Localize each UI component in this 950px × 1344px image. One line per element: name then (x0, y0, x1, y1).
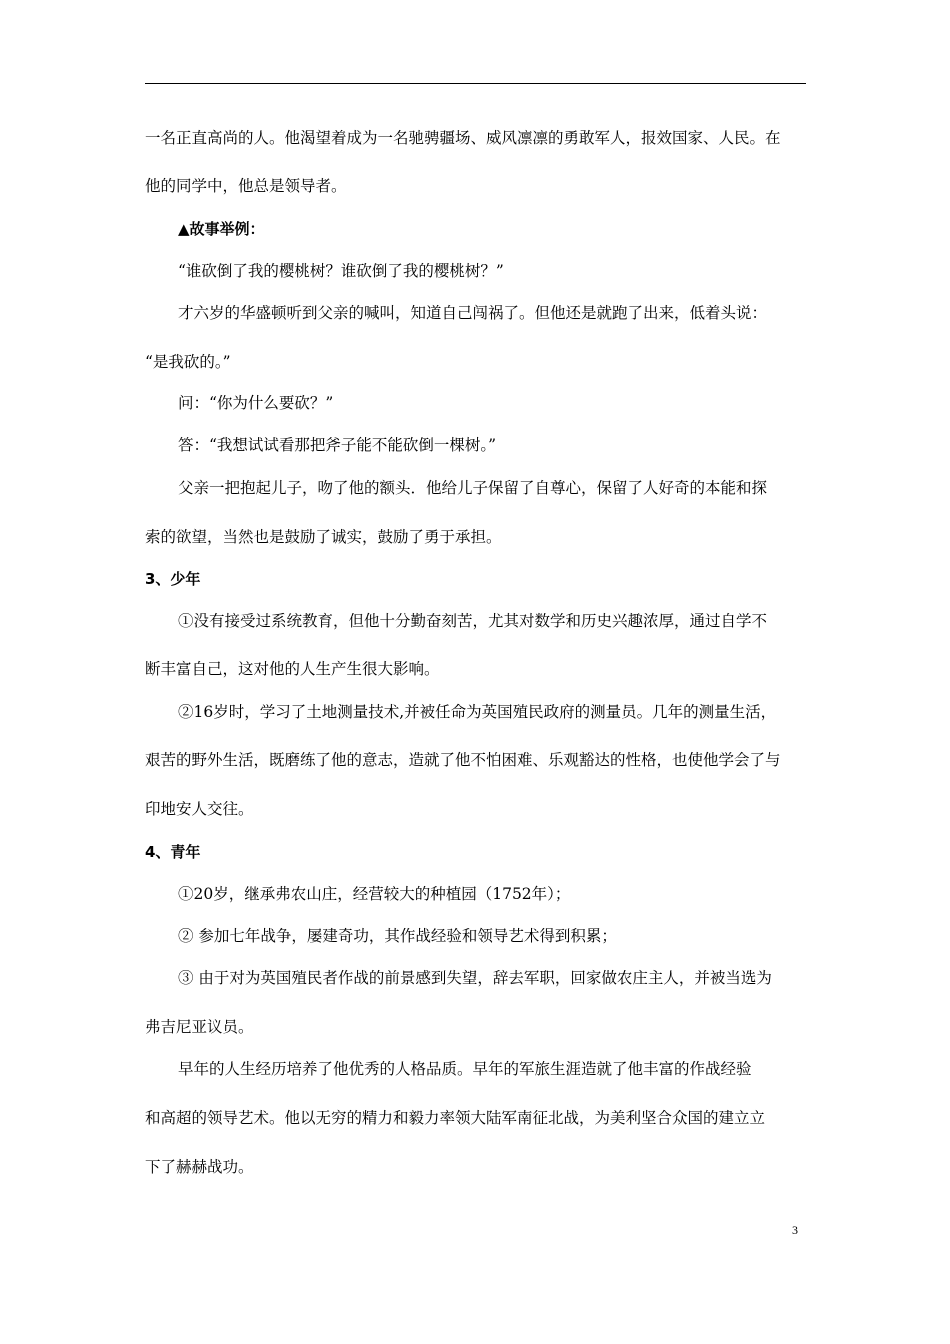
paragraph-line: 印地安人交往。 (145, 800, 254, 818)
paragraph-line: ②16岁时，学习了土地测量技术,并被任命为英国殖民政府的测量员。几年的测量生活， (178, 703, 777, 721)
story-heading: ▲故事举例： (178, 220, 265, 238)
header-rule (145, 83, 806, 84)
paragraph-line: ①20岁，继承弗农山庄，经营较大的种植园（1752年）； (178, 885, 571, 903)
section-heading: 4、青年 (145, 843, 201, 861)
paragraph-line: 断丰富自己，这对他的人生产生很大影响。 (145, 660, 440, 678)
paragraph-line: ①没有接受过系统教育，但他十分勤奋刻苦，尤其对数学和历史兴趣浓厚，通过自学不 (178, 612, 768, 630)
paragraph-line: 下了赫赫战功。 (145, 1158, 254, 1176)
paragraph-line: 艰苦的野外生活，既磨练了他的意志，造就了他不怕困难、乐观豁达的性格，也使他学会了与 (145, 751, 781, 769)
paragraph-line: 父亲一把抱起儿子，吻了他的额头．他给儿子保留了自尊心，保留了人好奇的本能和探 (178, 479, 768, 497)
paragraph-line: 才六岁的华盛顿听到父亲的喊叫，知道自己闯祸了。但他还是就跑了出来，低着头说： (178, 304, 768, 322)
paragraph-line: “是我砍的。” (145, 353, 231, 371)
paragraph-line: ② 参加七年战争，屡建奇功，其作战经验和领导艺术得到积累； (178, 927, 617, 945)
paragraph-line: 和高超的领导艺术。他以无穷的精力和毅力率领大陆军南征北战，为美利坚合众国的建立立 (145, 1109, 766, 1127)
section-heading: 3、少年 (145, 570, 201, 588)
paragraph-line: 问：“你为什么要砍？” (178, 394, 334, 412)
paragraph-line: 一名正直高尚的人。他渴望着成为一名驰骋疆场、威风凛凛的勇敢军人，报效国家、人民。在 (145, 129, 781, 147)
paragraph-line: 答：“我想试试看那把斧子能不能砍倒一棵树。” (178, 436, 497, 454)
paragraph-line: 早年的人生经历培养了他优秀的人格品质。早年的军旅生涯造就了他丰富的作战经验 (178, 1060, 752, 1078)
page-number: 3 (792, 1223, 798, 1237)
paragraph-line: “谁砍倒了我的樱桃树？谁砍倒了我的樱桃树？” (178, 262, 504, 280)
paragraph-line: ③ 由于对为英国殖民者作战的前景感到失望，辞去军职，回家做农庄主人，并被当选为 (178, 969, 772, 987)
paragraph-line: 索的欲望，当然也是鼓励了诚实，鼓励了勇于承担。 (145, 528, 502, 546)
paragraph-line: 弗吉尼亚议员。 (145, 1018, 254, 1036)
paragraph-line: 他的同学中，他总是领导者。 (145, 177, 347, 195)
